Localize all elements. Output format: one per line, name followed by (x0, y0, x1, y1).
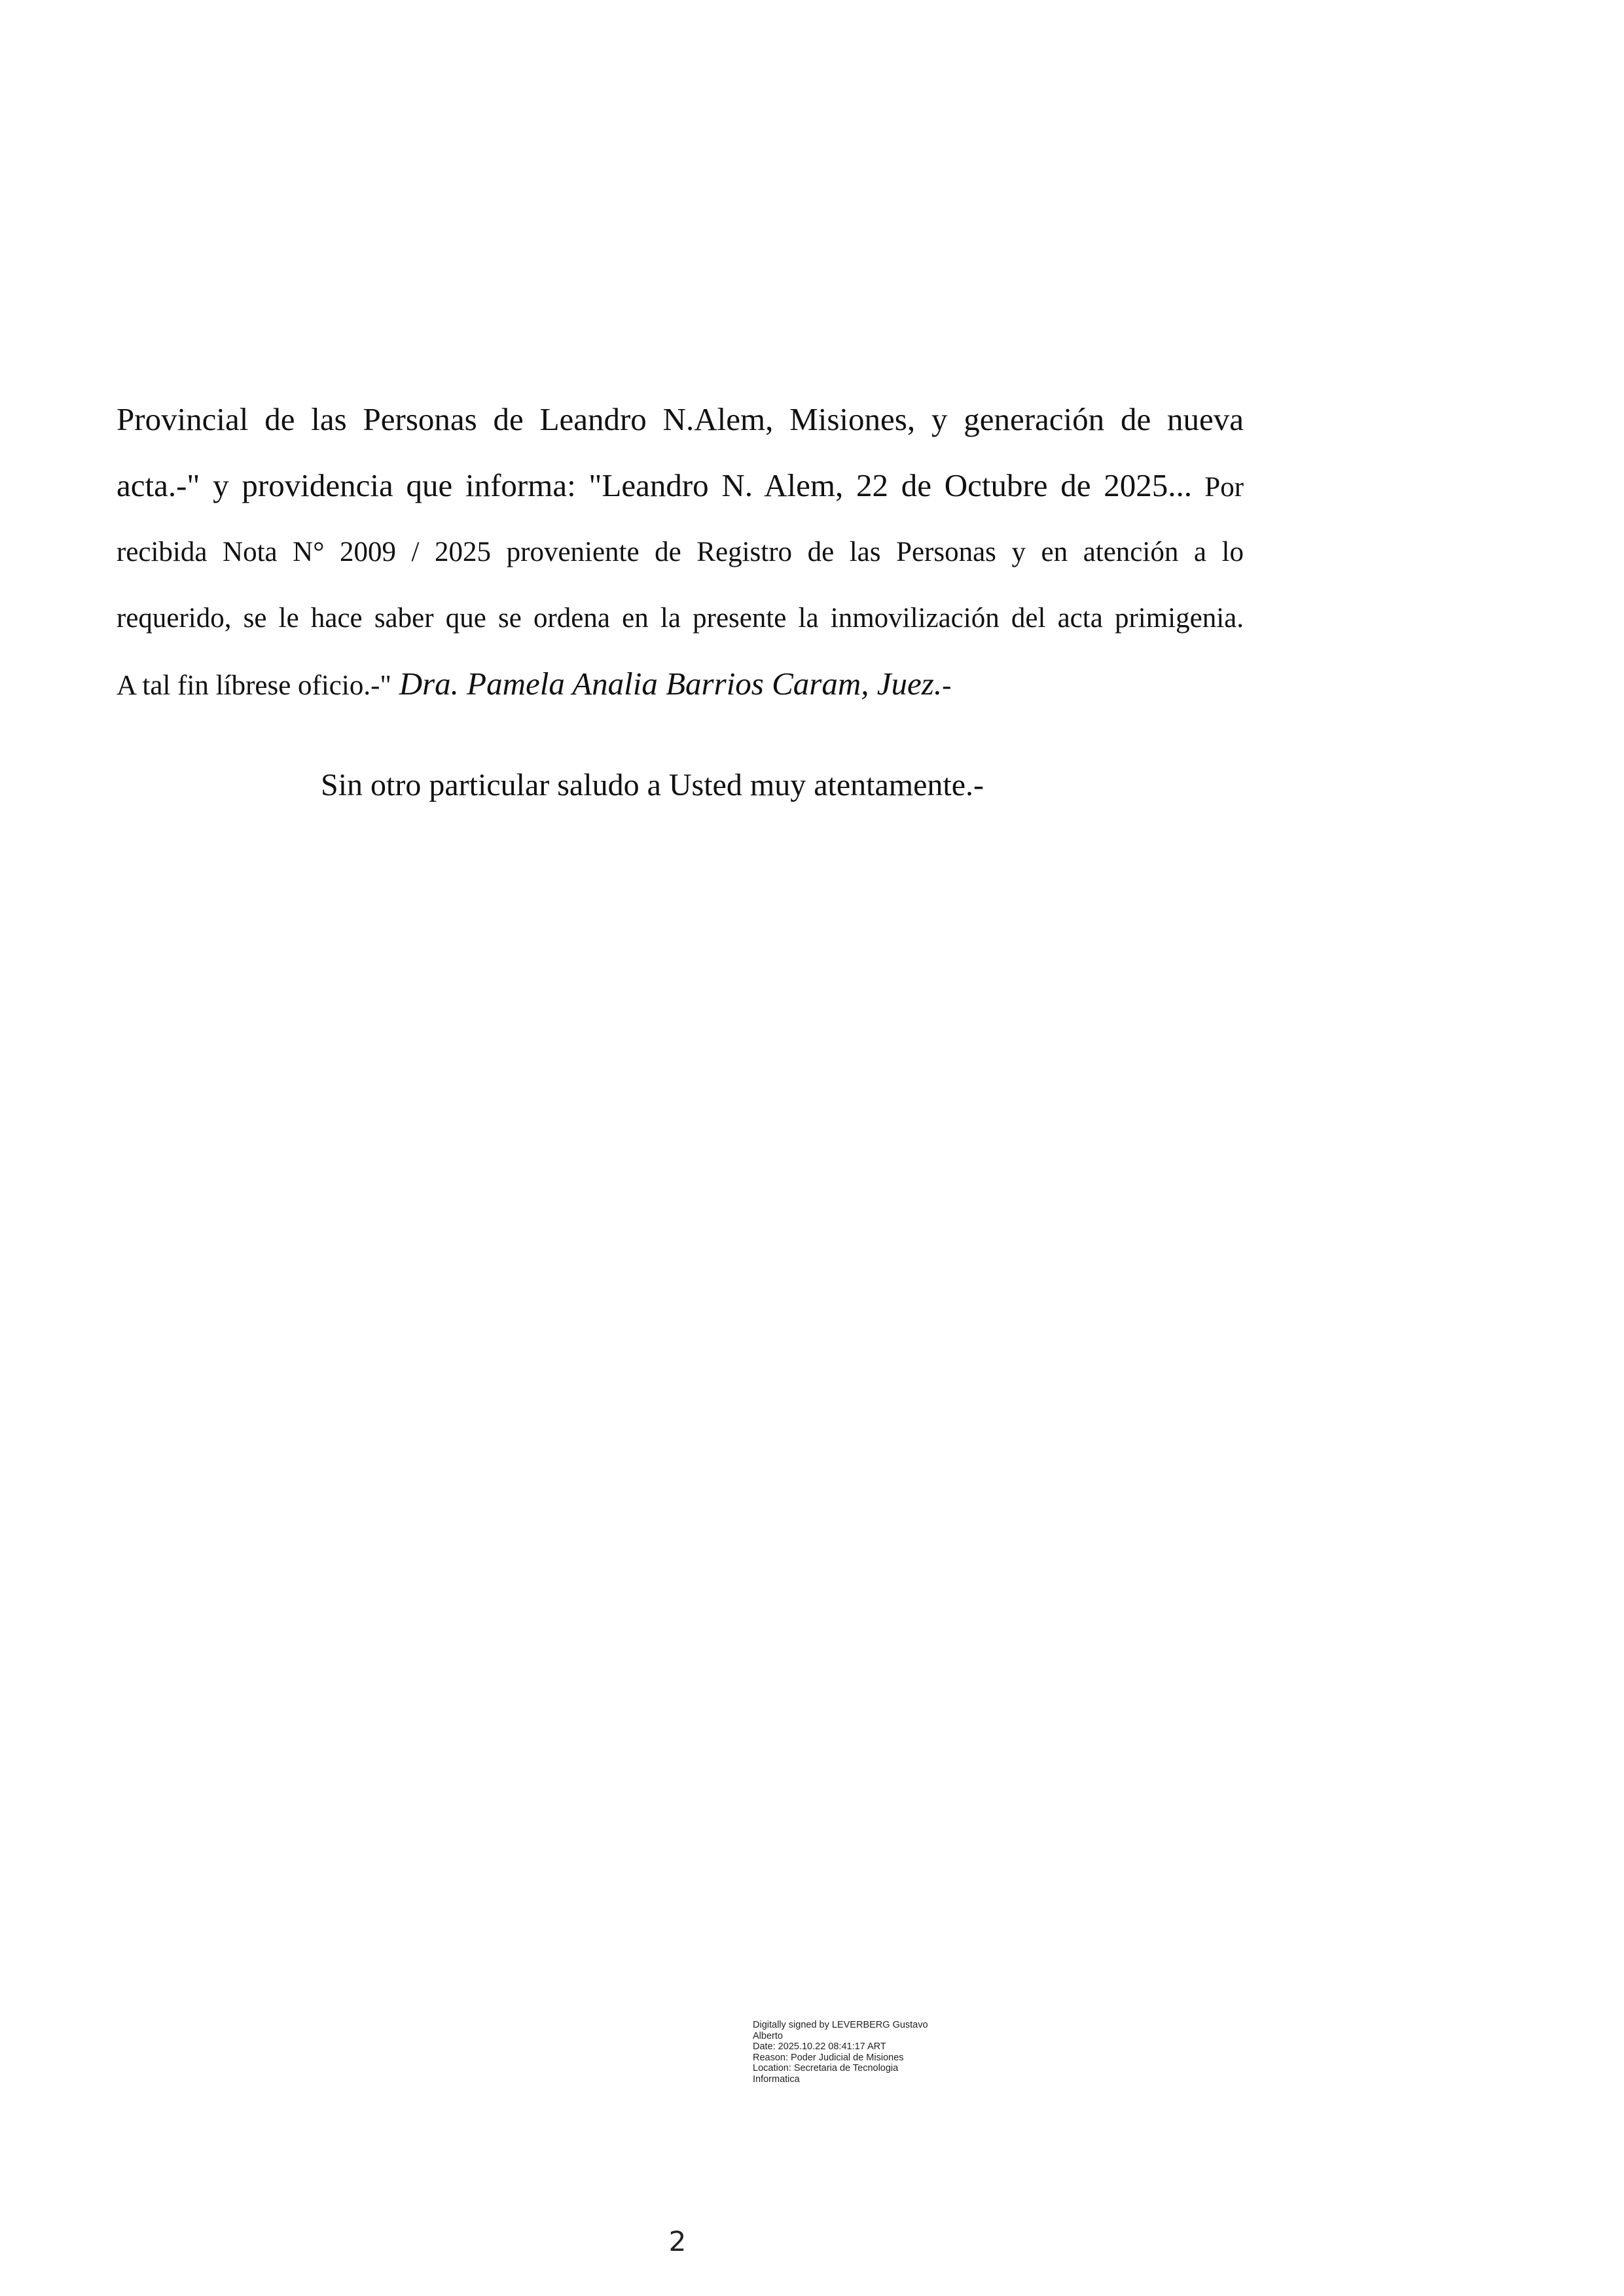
line-text: - (942, 670, 952, 701)
closing-salutation: Sin otro particular saludo a Usted muy atentamente.- (321, 768, 984, 802)
signature-reason: Reason: Poder Judicial de Misiones (753, 2052, 904, 2063)
body-paragraph (117, 386, 1244, 717)
digital-signature-block (753, 2020, 988, 2085)
signature-date: Date: 2025.10.22 08:41:17 ART (753, 2041, 886, 2052)
page-number: 2 (668, 2225, 687, 2257)
paragraph-line-1 (117, 386, 1244, 452)
judge-name: Dra. Pamela Analia Barrios Caram, Juez. (399, 666, 943, 702)
paragraph-line-2 (117, 452, 1244, 518)
line-text: Provincial de las Personas de Leandro N.Alem, Misiones, y generación de nueva (117, 401, 1244, 437)
line-text: A tal fin líbrese oficio.-" (117, 670, 391, 701)
line-text: acta.-" y providencia que informa: "Leandro N. Alem, 22 de Octubre de 2025... (117, 467, 1193, 503)
paragraph-line-5 (117, 651, 1244, 717)
signature-location: Location: Secretaria de Tecnologia (753, 2063, 899, 2073)
line-text: recibida Nota N° 2009 / 2025 proveniente de Registro de las Personas y en atención a lo (117, 537, 1244, 567)
signature-line: Digitally signed by LEVERBERG Gustavo (753, 2020, 928, 2030)
line-text: requerido, se le hace saber que se ordena en la presente la inmovilización del acta primigenia. (117, 603, 1244, 634)
paragraph-line-4 (117, 584, 1244, 651)
signature-line: Informatica (753, 2073, 800, 2085)
paragraph-line-3 (117, 518, 1244, 584)
signature-line: Alberto (753, 2030, 783, 2041)
line-text: Por (1204, 472, 1244, 503)
